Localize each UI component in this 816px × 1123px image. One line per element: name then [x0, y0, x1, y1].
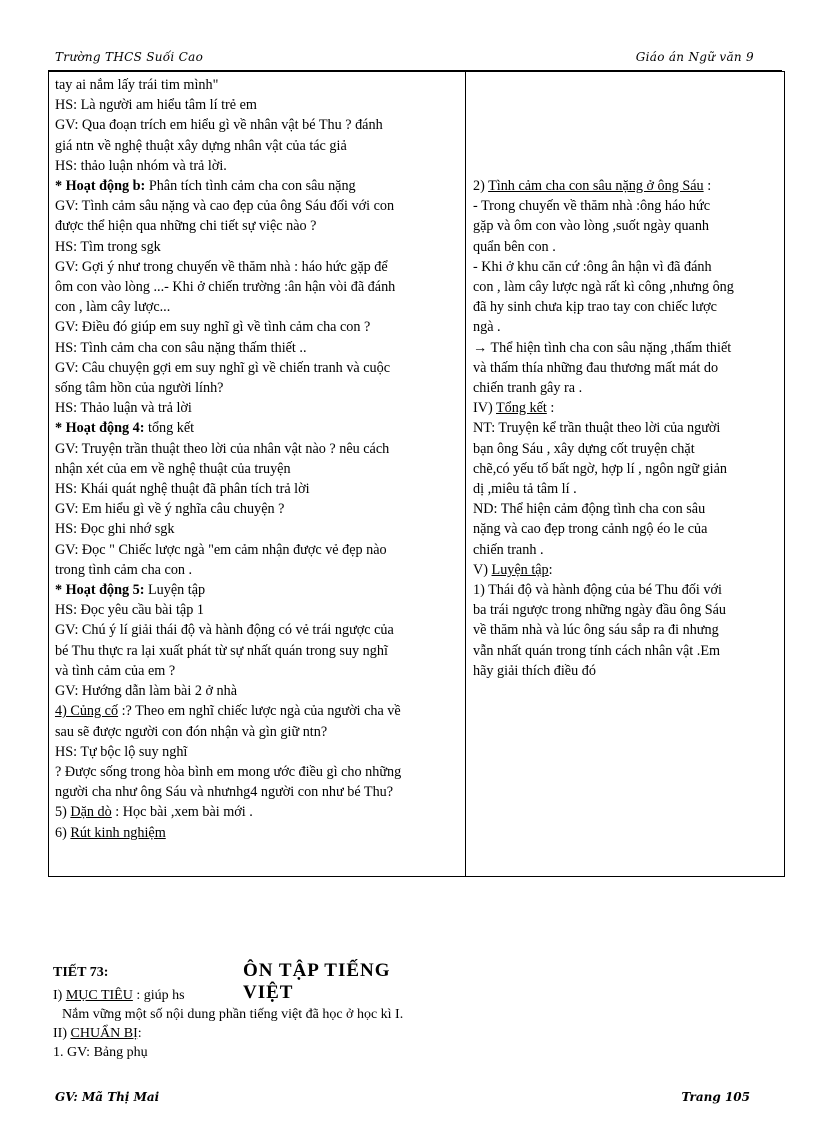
line-text: về thăm nhà và lúc ông sáu sắp ra đi nhưng — [473, 622, 719, 639]
next-lesson-section — [53, 960, 403, 1062]
line-text: gặp và ôm con vào lòng ,suốt ngày quanh — [473, 218, 710, 235]
left-text-line — [55, 237, 465, 257]
line-text: vẫn nhất quán trong tính cách nhân vật .Em — [473, 642, 721, 659]
line-text: GV: Câu chuyện gợi em suy nghĩ gì về chiến tranh và cuộc — [55, 359, 391, 376]
lesson-title: ÔN TẬP TIẾNG VIỆT — [243, 960, 391, 1003]
section-heading: Tổng kết — [496, 400, 547, 417]
line-text: con , làm cây lược ngà rất kì công ,nhưng ông — [473, 279, 734, 296]
line-text: GV: Em hiểu gì về ý nghĩa câu chuyện ? — [55, 501, 285, 518]
activity-heading: * Hoạt động b: — [55, 178, 146, 195]
section-heading: MỤC TIÊU — [65, 988, 133, 1003]
line-text: tay ai nắm lấy trái tim mình" — [55, 77, 219, 93]
left-text-line — [55, 600, 465, 620]
line-text: HS: Đọc yêu cầu bài tập 1 — [55, 602, 204, 619]
line-text: : — [546, 400, 555, 417]
right-text-line — [473, 277, 784, 297]
line-text: sau sẽ được người con đón nhận và gìn giữ ntn? — [55, 723, 328, 740]
line-text: sống tâm hồn của người lính? — [55, 380, 224, 397]
right-text-line — [473, 338, 784, 358]
left-text-line — [55, 762, 465, 782]
line-text: : — [703, 178, 712, 194]
line-text: Luyện tập — [144, 582, 206, 599]
line-text: hãy giải thích điều đó — [473, 662, 596, 679]
right-text-line — [473, 378, 784, 398]
line-text: đã hy sinh chưa kịp trao tay con chiếc lược — [473, 299, 717, 316]
left-text-line — [55, 681, 465, 701]
right-text-line — [473, 519, 784, 539]
right-column-lines — [466, 72, 784, 681]
right-text-line — [473, 358, 784, 378]
line-text: GV: Tình cảm sâu nặng và cao đẹp của ông Sáu đối với con — [55, 198, 395, 215]
line-text: và tình cảm của em ? — [55, 662, 176, 679]
left-text-line — [55, 439, 465, 459]
footer-teacher: GV: Mã Thị Mai — [55, 1090, 160, 1104]
line-text: GV: Qua đoạn trích em hiểu gì về nhân vật bé Thu ? đánh — [55, 117, 383, 134]
line-text: HS: Thảo luận và trả lời — [55, 400, 192, 417]
line-text: GV: Gợi ý như trong chuyến về thăm nhà : háo hức gặp để — [55, 258, 388, 275]
left-text-line — [55, 641, 465, 661]
section-heading: Luyện tập — [491, 561, 549, 578]
left-text-line — [55, 176, 465, 196]
right-text-line — [473, 479, 784, 499]
lesson-content-column — [466, 72, 785, 877]
right-text-line — [473, 459, 784, 479]
left-text-line — [55, 418, 465, 438]
line-prefix: 6) — [55, 824, 71, 841]
next-lesson-line — [53, 1005, 403, 1024]
left-text-line — [55, 499, 465, 519]
right-text-line — [473, 317, 784, 337]
line-text: nhận xét của em về nghệ thuật của truyện — [55, 460, 291, 477]
next-lesson-line — [53, 1043, 403, 1062]
section-heading: Dặn dò — [70, 804, 112, 821]
left-text-line — [55, 580, 465, 600]
line-text: - Khi ở khu căn cứ :ông ân hận vì đã đánh — [473, 258, 712, 275]
line-text: ôm con vào lòng ...- Khi ở chiến trường :ân hận vòi đã đánh — [55, 279, 396, 296]
line-text: ba trái ngược trong những ngày đầu ông Sáu — [473, 602, 726, 619]
next-lesson-line — [53, 1024, 403, 1043]
line-text: 1. GV: Bảng phụ — [53, 1045, 148, 1060]
line-text: :? Theo em nghĩ chiếc lược ngà của người cha về — [118, 703, 401, 720]
line-text: chiến tranh . — [473, 541, 544, 558]
line-text: nặng và cao đẹp trong cảnh ngộ éo le của — [473, 521, 708, 538]
header-school: Trường THCS Suối Cao — [55, 50, 204, 64]
right-text-line — [473, 176, 784, 196]
line-text: GV: Chú ý lí giải thái độ và hành động có vẻ trái ngược của — [55, 622, 394, 639]
section-heading: CHUẨN BỊ — [70, 1026, 138, 1041]
line-prefix: V) — [473, 561, 492, 578]
line-prefix: 5) — [55, 804, 71, 821]
left-text-line — [55, 277, 465, 297]
left-text-line — [55, 661, 465, 681]
left-text-line — [55, 95, 465, 115]
line-text: HS: Tình cảm cha con sâu nặng thấm thiết .. — [55, 339, 307, 356]
right-text-line — [473, 297, 784, 317]
left-text-line — [55, 378, 465, 398]
teacher-student-activities-column — [49, 72, 466, 877]
line-text: chiến tranh gây ra . — [473, 380, 583, 397]
right-text-line — [473, 641, 784, 661]
activity-heading: * Hoạt động 4: — [55, 420, 145, 437]
line-text: tổng kết — [144, 420, 195, 437]
section-heading: Rút kinh nghiệm — [70, 824, 166, 841]
line-text: bé Thu thực ra lại xuất phát từ sự nhất quán trong suy nghĩ — [55, 642, 388, 659]
right-text-line — [473, 580, 784, 600]
right-text-line — [473, 499, 784, 519]
line-text: 1) Thái độ và hành động của bé Thu đối với — [473, 582, 722, 599]
line-text: - Trong chuyến về thăm nhà :ông háo hức — [473, 198, 711, 215]
right-text-line — [473, 560, 784, 580]
left-text-line — [55, 459, 465, 479]
line-text: : giúp hs — [132, 988, 185, 1003]
line-prefix: II) — [53, 1026, 71, 1041]
right-text-line — [473, 216, 784, 236]
line-text: trong tình cảm cha con . — [55, 561, 193, 578]
line-text: HS: Tự bộc lộ suy nghĩ — [55, 743, 188, 760]
left-text-line — [55, 196, 465, 216]
left-text-line — [55, 257, 465, 277]
line-text: : — [137, 1026, 142, 1041]
line-text: HS: Khái quát nghệ thuật đã phân tích trả lời — [55, 481, 310, 498]
line-text: con , làm cây lược... — [55, 299, 171, 316]
line-text: GV: Truyện trần thuật theo lời của nhân vật nào ? nêu cách — [55, 440, 390, 457]
header-subject: Giáo án Ngữ văn 9 — [635, 50, 754, 64]
line-text: ngà . — [473, 319, 501, 336]
left-text-line — [55, 823, 465, 843]
right-text-line — [473, 439, 784, 459]
footer-page-number: Trang 105 — [681, 1090, 750, 1104]
right-text-line — [473, 540, 784, 560]
line-text: GV: Điều đó giúp em suy nghĩ gì về tình cảm cha con ? — [55, 319, 371, 336]
section-heading: Tình cảm cha con sâu nặng ở ông Sáu — [488, 178, 704, 194]
line-prefix: I) — [53, 988, 66, 1003]
left-text-line — [55, 297, 465, 317]
line-prefix: IV) — [473, 400, 496, 417]
left-text-line — [55, 358, 465, 378]
line-text: Thể hiện tình cha con sâu nặng ,thấm thiết — [490, 339, 732, 356]
line-text: được thể hiện qua những chi tiết sự việc nào ? — [55, 218, 317, 235]
line-text: chẽ,có yếu tố bất ngờ, hợp lí , ngôn ngữ giản — [473, 460, 727, 477]
period-label: TIẾT 73: — [53, 965, 109, 980]
right-text-line — [473, 620, 784, 640]
line-text: : — [548, 561, 553, 578]
left-column-lines — [49, 72, 465, 843]
line-text: : Học bài ,xem bài mới . — [111, 804, 253, 821]
line-text: GV: Đọc " Chiếc lược ngà "em cảm nhận được vẻ đẹp nào — [55, 541, 387, 558]
line-text: Nắm vững một số nội dung phần tiếng việt đã học ở học kì I. — [62, 1007, 404, 1022]
left-text-line — [55, 782, 465, 802]
left-text-line — [55, 216, 465, 236]
line-text: HS: Đọc ghi nhớ sgk — [55, 521, 175, 538]
left-text-line — [55, 540, 465, 560]
line-text: dị ,miêu tả tâm lí . — [473, 481, 577, 498]
line-text: GV: Hướng dẫn làm bài 2 ở nhà — [55, 683, 238, 700]
line-text: bạn ông Sáu , xây dựng cốt truyện chặt — [473, 440, 695, 457]
line-prefix: 2) — [473, 178, 489, 194]
right-text-line — [473, 237, 784, 257]
left-text-line — [55, 722, 465, 742]
line-text: ? Được sống trong hòa bình em mong ước điều gì cho những — [55, 763, 402, 780]
left-text-line — [55, 398, 465, 418]
left-text-line — [55, 156, 465, 176]
right-text-line — [473, 398, 784, 418]
left-text-line — [55, 75, 465, 95]
line-text: quẩn bên con . — [473, 238, 556, 255]
left-text-line — [55, 620, 465, 640]
activity-heading: * Hoạt động 5: — [55, 582, 145, 599]
left-text-line — [55, 560, 465, 580]
line-text: và thấm thía những đau thương mất mát do — [473, 359, 719, 376]
line-prefix: → — [473, 339, 491, 356]
line-text: ND: Thể hiện cảm động tình cha con sâu — [473, 501, 706, 518]
right-text-line — [473, 418, 784, 438]
line-text: Phân tích tình cảm cha con sâu nặng — [145, 178, 356, 195]
line-text: giá ntn về nghệ thuật xây dựng nhân vật của tác giả — [55, 137, 347, 154]
section-heading: 4) Củng cố — [55, 703, 119, 720]
left-text-line — [55, 519, 465, 539]
line-text: HS: thảo luận nhóm và trả lời. — [55, 157, 227, 174]
left-text-line — [55, 742, 465, 762]
line-text: NT: Truyện kể trần thuật theo lời của người — [473, 420, 721, 437]
left-text-line — [55, 338, 465, 358]
left-text-line — [55, 136, 465, 156]
left-text-line — [55, 802, 465, 822]
lesson-table — [48, 71, 785, 877]
line-text: HS: Là người am hiểu tâm lí trẻ em — [55, 97, 257, 114]
right-text-line — [473, 257, 784, 277]
right-text-line — [473, 661, 784, 681]
line-text: HS: Tìm trong sgk — [55, 238, 161, 255]
left-text-line — [55, 317, 465, 337]
right-text-line — [473, 600, 784, 620]
right-text-line — [473, 196, 784, 216]
left-text-line — [55, 479, 465, 499]
line-text: người cha như ông Sáu và nhưnhg4 người con như bé Thu? — [55, 784, 394, 801]
left-text-line — [55, 701, 465, 721]
left-text-line — [55, 115, 465, 135]
